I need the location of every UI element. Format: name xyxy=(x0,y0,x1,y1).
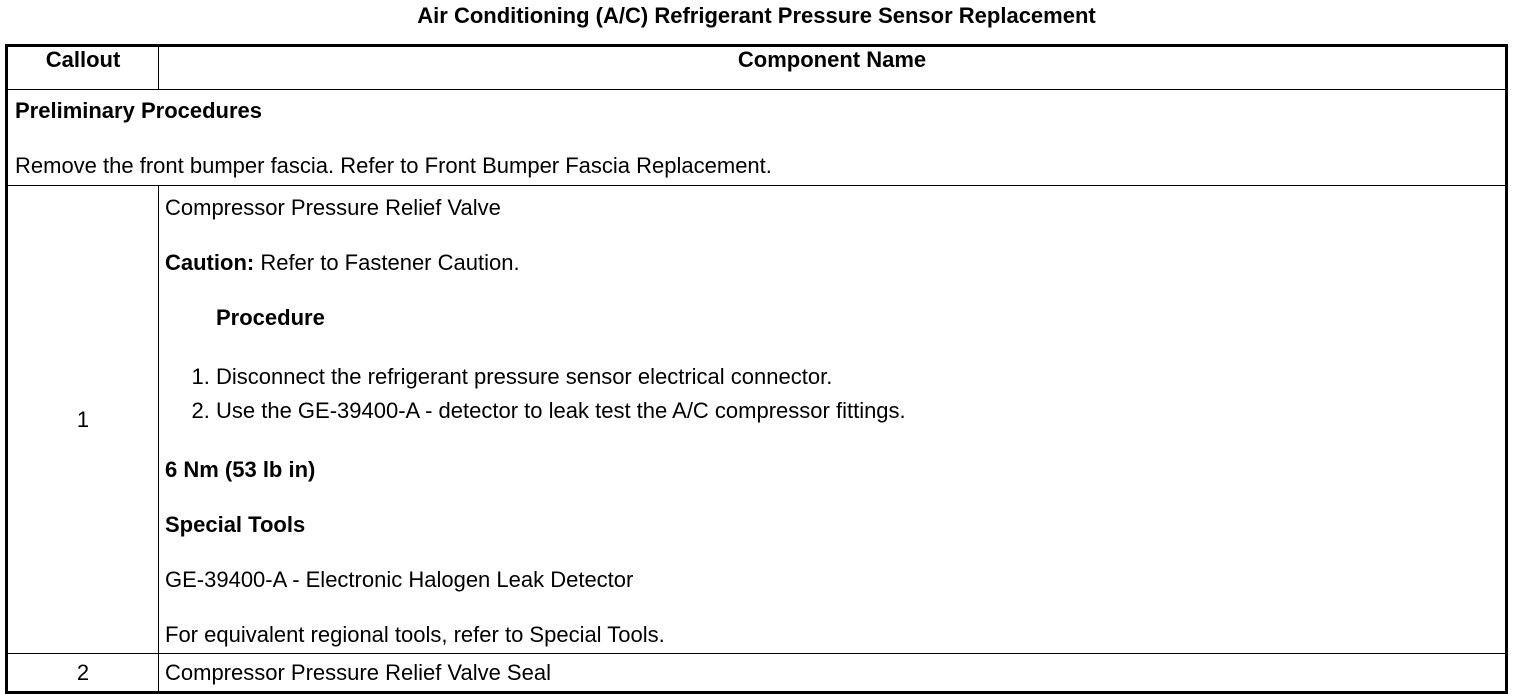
table-row xyxy=(7,186,1507,654)
component-name: Compressor Pressure Relief Valve Seal xyxy=(159,654,1507,693)
component-details xyxy=(159,186,1507,654)
table-row xyxy=(7,654,1507,693)
procedure-steps xyxy=(165,360,1505,428)
procedure-step: 2. Use the GE-39400-A - detector to leak test the A/C compressor fittings. xyxy=(216,394,1505,428)
preliminary-cell xyxy=(7,90,1507,186)
callout-number: 2 xyxy=(7,654,159,693)
special-tool-item: GE-39400-A - Electronic Halogen Leak Detector xyxy=(165,567,634,592)
component-name: Compressor Pressure Relief Valve xyxy=(165,195,501,220)
preliminary-text: Remove the front bumper fascia. Refer to Front Bumper Fascia Replacement. xyxy=(15,153,772,178)
caution-line xyxy=(165,250,1505,276)
callout-header: Callout xyxy=(7,46,159,90)
regional-tools-note: For equivalent regional tools, refer to Special Tools. xyxy=(165,622,665,647)
procedure-table xyxy=(5,44,1508,694)
header-row xyxy=(7,46,1507,90)
page-title: Air Conditioning (A/C) Refrigerant Pressure Sensor Replacement xyxy=(417,3,1096,28)
procedure-heading: Procedure xyxy=(216,305,325,330)
preliminary-heading: Preliminary Procedures xyxy=(15,98,263,123)
callout-number: 1 xyxy=(7,186,159,654)
torque-spec: 6 Nm (53 lb in) xyxy=(165,457,316,482)
procedure-step: 1. Disconnect the refrigerant pressure sensor electrical connector. xyxy=(216,360,1505,394)
caution-label: Caution: xyxy=(165,250,255,275)
component-name-header: Component Name xyxy=(159,46,1507,90)
preliminary-row xyxy=(7,90,1507,186)
caution-text: Refer to Fastener Caution. xyxy=(254,250,520,275)
special-tools-heading: Special Tools xyxy=(165,512,306,537)
